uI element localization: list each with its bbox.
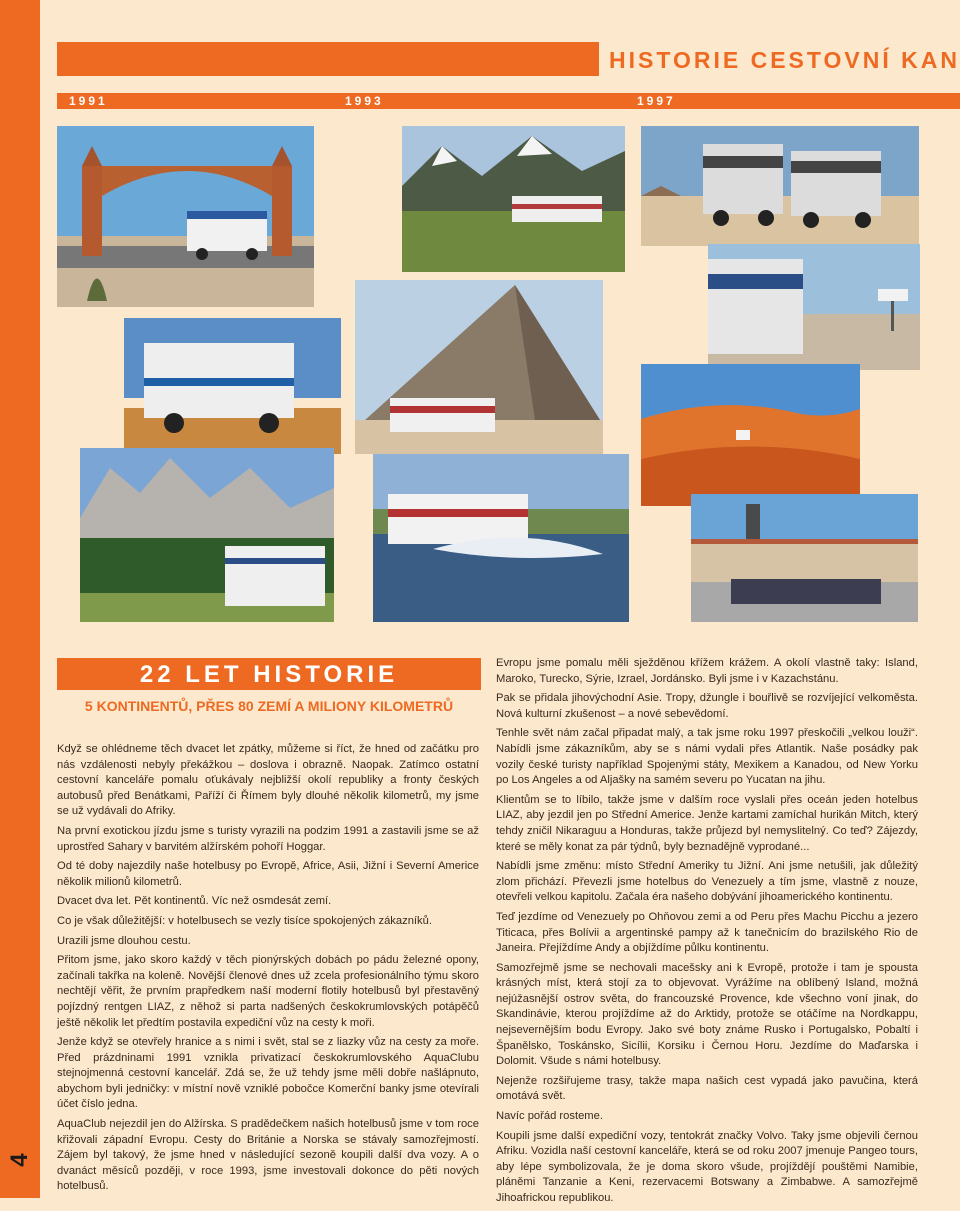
photo-two-trucks-desert xyxy=(641,126,919,246)
paragraph: Navíc pořád rosteme. xyxy=(496,1110,603,1123)
paragraph: Co je však důležitější: v hotelbusech se vezly tisíce spokojených zákazníků. xyxy=(57,914,432,927)
year-label-1997: 1997 xyxy=(637,94,676,108)
year-label-1991: 1991 xyxy=(69,94,108,108)
paragraph: Evropu jsme pomalu měli sježděnou křížem krážem. A okolí vlastně taky: Island, Maroko, Turecko, Sýrie, Izrael, Jordánsko. Byli jsme i v Kazachstánu. xyxy=(496,657,918,685)
photo-red-desert xyxy=(641,364,860,506)
timeline-bar xyxy=(57,93,960,109)
paragraph: AquaClub nejezdil jen do Alžírska. S pradědečkem našich hotelbusů jsme v tom roce křižovali západní Evropu. Cesty do Británie a Norska se stávaly samozřejmostí. Zájem byl takový, že jsme hned v následující sezoně koupili další dva vozy. A o dvanáct měsíců později, v roce 1993, jsme investovali dokonce do pěti nových hotelbusů. xyxy=(57,1118,479,1193)
section-subtitle: 5 KONTINENTŮ, PŘES 80 ZEMÍ A MILIONY KILOMETRŮ xyxy=(84,698,454,714)
paragraph: Tenhle svět nám začal připadat malý, a tak jsme roku 1997 přeskočili „velkou louži“. Nabídli jsme zákazníkům, aby se s námi vydali přes Atlantik. Naše posádky pak vozily české turisty například Spojenými státy, Mexikem a Kanadou, od New Yorku po Los Angeles a od Aljašky na samém severu po Yucatan na jihu. xyxy=(496,727,918,787)
paragraph: Od té doby najezdily naše hotelbusy po Evropě, Africe, Asii, Jižní i Severní Americe několik milionů kilometrů. xyxy=(57,860,479,888)
paragraph: Teď jezdíme od Venezuely po Ohňovou zemi a od Peru přes Machu Picchu a jezero Titicaca, přes Bolívii a argentinské pampy až k tanečnicím do brazilského Rio de Janeira. Přejíždíme Andy a objíždíme půlku kontinentu. xyxy=(496,910,918,955)
photo-bus-road-sign xyxy=(708,244,920,370)
paragraph: Dvacet dva let. Pět kontinentů. Víc než osmdesát zemí. xyxy=(57,895,332,908)
left-column-text xyxy=(57,742,479,1199)
photo-iceland-mountains xyxy=(402,126,625,272)
photo-desert-gate xyxy=(57,126,314,307)
paragraph: Klientům se to líbilo, takže jsme v dalším roce vyslali přes oceán jeden hotelbus LIAZ, aby jezdil jen po Střední Americe. Jenže kartami zamíchal hurikán Mitch, který tehdy zničil Nikaraguu a Honduras, takže průjezd byl nemyslitelný. Co teď? Zájezdy, které se měly konat za pár týdnů, byly beznadějně vyprodané... xyxy=(496,793,918,853)
photo-alpine-mountains xyxy=(80,448,334,622)
paragraph: Samozřejmě jsme se nechovali macešsky ani k Evropě, protože i tam je spousta krásných míst, která stojí za to objevovat. Vyrážíme na oblíbený Island, možná nejúžasnější ostrov světa, do francouzské Provence, kde všechno voní jinak, do Skandinávie, kterou projíždíme až do Arktidy, protože se otáčíme na Nordkappu, nejsevernějším bodu Evropy. Jako své boty známe Rusko i Portugalsko, Pobaltí i Španělsko, Toskánsko, Sicílii, Korsiku i Černou Horu. Jezdíme do Maďarska i Dolomit. Všude s námi hotelbusy. xyxy=(496,961,918,1068)
page-number: 4 xyxy=(6,1153,33,1167)
paragraph: Pak se přidala jihovýchodní Asie. Tropy, džungle i bouřlivě se rozvíjející velkoměsta. Nová kulturní zkušenost – a nové sebevědomí. xyxy=(496,692,918,720)
paragraph: Koupili jsme další expediční vozy, tentokrát značky Volvo. Taky jsme objevili černou Afriku. Vozidla naší cestovní kanceláře, která se od roku 2007 jmenuje Pangeo tours, aby lépe symbolizovala, že je doma skoro všude, projíždějí pouštěmi Namibie, pláněmi Tanzanie a Keni, rezervacemi Botswany a Zimbabwe. A samozřejmě Jihoafrickou republikou. xyxy=(496,1129,918,1204)
photo-group-town-square xyxy=(691,494,918,622)
photo-pyramid xyxy=(355,280,603,454)
paragraph: Přitom jsme, jako skoro každý v těch pionýrských dobách po pádu železné opony, začínali takřka na koleně. Novější členové dnes už zcela profesionálního týmu skoro nechtějí věřit, že prvním prapředkem naší moderní flotily hotelbusů byl přestavěný pojízdný rentgen LIAZ, z něhož si parta nadšených českokrumlovských potápěčů ještě několik let předtím postavila expediční vůz na cesty k moři. xyxy=(57,954,479,1029)
paragraph: Když se ohlédneme těch dvacet let zpátky, můžeme si říct, že hned od začátku pro nás vzdálenosti nebyly překážkou – doslova i obrazně. Naopak. Zatímco ostatní cestovní kanceláře pomalu oťukávaly nejbližší okolí republiky a fronty českých autobusů před Benátkami, Paříží či Římem byly dlouhé několik kilometrů, my jsme se už vydávali do Afriky. xyxy=(57,743,479,818)
section-title: 22 LET HISTORIE xyxy=(57,658,481,690)
photo-bus-river-crossing xyxy=(373,454,629,622)
paragraph: Urazili jsme dlouhou cestu. xyxy=(57,934,191,947)
header-bar xyxy=(57,42,960,76)
photo-truck-dunes xyxy=(124,318,341,454)
paragraph: Jenže když se otevřely hranice a s nimi i svět, stal se z liazky vůz na cesty za moře. Před prázdninami 1991 vznikla privatizací českokrumlovského AquaClubu stejnojmenná cestovní kancelář. Zdá se, že už tehdy jsme měli dobře našlápnuto, abychom byli jedničky: v místní nově vzniklé pobočce Komerční banky jsme otevírali účet číslo jedna. xyxy=(57,1036,479,1111)
year-label-1993: 1993 xyxy=(345,94,384,108)
paragraph: Nabídli jsme změnu: místo Střední Ameriky tu Jižní. Ani jsme netušili, jak důležitý zlom přichází. Převezli jsme hotelbus do Venezuely a tím jsme, vlastně z nouze, otevřeli velkou kapitolu. Začala éra našeho dobývání jihoamerického kontinentu. xyxy=(496,860,918,904)
orange-sidebar xyxy=(0,0,40,1198)
right-column-text xyxy=(496,656,918,1211)
header-title: HISTORIE CESTOVNÍ KAN xyxy=(599,42,960,76)
paragraph: Nejenže rozšiřujeme trasy, takže mapa našich cest vypadá jako pavučina, která omotává svět. xyxy=(496,1074,918,1103)
paragraph: Na první exotickou jízdu jsme s turisty vyrazili na podzim 1991 a zastavili jsme se až uprostřed Sahary v barvitém alžírském pohoří Hoggar. xyxy=(57,824,479,853)
